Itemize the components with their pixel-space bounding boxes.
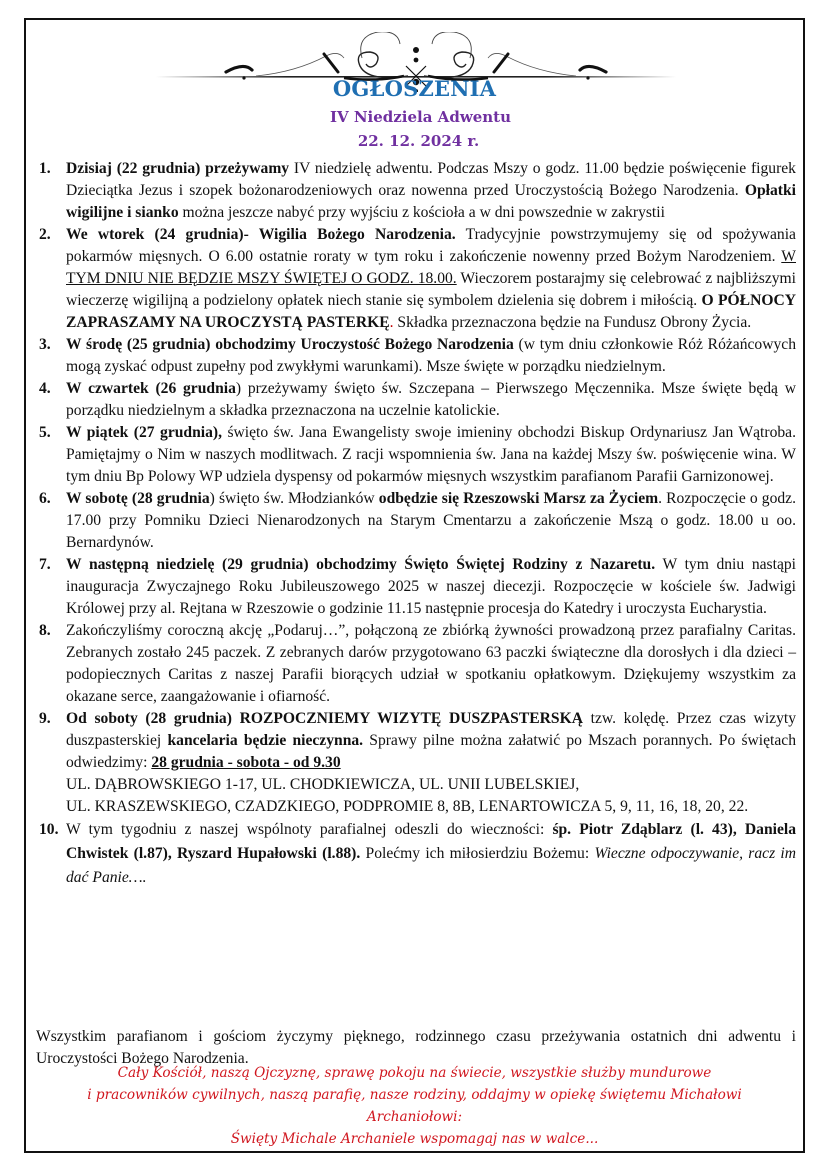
visit-schedule-date: 28 grudnia - sobota - od 9.30	[151, 754, 341, 771]
item-number: 10.	[39, 821, 59, 838]
prayer-line: i pracowników cywilnych, naszą parafię, nasze rodziny, oddajmy w opiekę świętemu Michałowi	[87, 1087, 742, 1103]
text-bold: Dzisiaj (22 grudnia) przeżywamy	[66, 160, 290, 177]
text-italic: Wieczne odpoczywanie, racz im dać Panie….	[66, 845, 796, 886]
text-bold: Od soboty (28 grudnia) ROZPOCZNIEMY WIZYTĘ DUSZPASTERSKĄ	[66, 710, 583, 727]
item-number: 8.	[39, 622, 51, 639]
text: Tradycyjnie powstrzymujemy się od spożywania pokarmów mięsnych. O 6.00 ostatnie roraty w tym roku i zakończenie nowenny przed Bożym Narodzeniem.	[66, 226, 796, 265]
text-bold: odbędzie się Rzeszowski Marsz za Życiem	[378, 490, 659, 507]
item-number: 1.	[39, 160, 51, 177]
text-bold: O PÓŁNOCY ZAPRASZAMY NA UROCZYSTĄ PASTERKĘ	[66, 292, 796, 331]
text: W tym dniu nastąpi inauguracja Zwyczajnego Roku Jubileuszowego 2025 w naszej diecezji. Rozpoczęcie w kościele św. Jadwigi Królowej przy al. Rejtana w Rzeszowie o godzinie 11.15 następnie procesja do Katedry i uroczysta Eucharystia.	[66, 556, 796, 617]
page-subtitle: IV Niedziela Adwentu	[329, 108, 512, 126]
item-number: 5.	[39, 424, 51, 441]
prayer-line: Archaniołowi:	[366, 1109, 463, 1125]
text: święto św. Jana Ewangelisty swoje imieniny obchodzi Biskup Ordynariusz Jan Wątroba. Pamiętajmy o Nim w naszych modlitwach. Z racji wspomnienia św. Jana na każdej Mszy św. poświęcenie wina. W tym dniu Bp Polowy WP udziela dyspensy od pokarmów mięsnych wszystkim parafianom Parafii Garnizonowej.	[66, 424, 797, 485]
prayer-line: Cały Kościół, naszą Ojczyznę, sprawę pokoju na świecie, wszystkie służby mundurowe	[117, 1065, 712, 1081]
announcement-item-1	[36, 158, 796, 224]
page-border	[24, 18, 805, 1153]
announcement-item-3	[36, 334, 796, 378]
text-bold: śp. Piotr Zdąblarz (l. 43), Daniela Chwistek (l.87), Ryszard Hupałowski (l.88).	[66, 821, 796, 862]
text: ) święto św. Młodzianków	[209, 490, 379, 507]
text: Wieczorem postarajmy się celebrować z najbliższymi wieczerzę wigilijną a podzielony opłatek niech stanie się symbolem dzielenia się dobrem i miłością.	[66, 270, 796, 309]
page-date: 22. 12. 2024 r.	[357, 132, 480, 150]
text: Składka przeznaczona będzie na Fundusz Obrony Życia.	[393, 314, 752, 331]
text-underlined: W TYM DNIU NIE BĘDZIE MSZY ŚWIĘTEJ O GODZ. 18.00.	[66, 248, 796, 287]
item-number: 7.	[39, 556, 51, 573]
announcement-item-9	[36, 708, 796, 818]
prayer-block	[26, 1062, 803, 1150]
text: tzw. kolędę. Przez czas wizyty duszpasterskiej	[66, 710, 796, 749]
street-list-line: UL. DĄBROWSKIEGO 1-17, UL. CHODKIEWICZA, UL. UNII LUBELSKIEJ,	[66, 776, 580, 793]
text: (w tym dniu członkowie Róż Różańcowych mogą zyskać odpust zupełny pod zwykłymi warunkami). Msze święte w porządku niedzielnym.	[66, 336, 796, 375]
closing-wishes: Wszystkim parafianom i gościom życzymy pięknego, rodzinnego czasu przeżywania ostatnich dni adwentu i Uroczystości Bożego Narodzenia.	[36, 1027, 796, 1067]
text: ) przeżywamy święto św. Szczepana – Pierwszego Męczennika. Msze święte będą w porządku niedzielnym a składka przeznaczona na uczelnie katolickie.	[66, 380, 796, 419]
text: Zakończyliśmy coroczną akcję „Podaruj…”, połączoną ze zbiórką żywności prowadzoną przez parafialny Caritas. Zebranych zostało 245 paczek. Z zebranych darów przygotowano 63 paczki świąteczne dla dorosłych i dla dzieci –podopiecznych Caritas z naszej Parafii biorących udział w spotkaniu opłatkowym. Dziękujemy wszystkim za okazane serce, zaangażowanie i ofiarność.	[66, 622, 796, 705]
text: . Rozpoczęcie o godz. 17.00 przy Pomniku Dzieci Nienarodzonych na Starym Cmentarzu a zakończenie Mszą o godz. 18.00 u oo. Bernardynów.	[66, 490, 796, 551]
announcement-item-4	[36, 378, 796, 422]
item-number: 9.	[39, 710, 51, 727]
text: W tym tygodniu z naszej wspólnoty parafialnej odeszli do wieczności:	[66, 821, 553, 838]
announcement-item-6	[36, 488, 796, 554]
text: IV niedzielę adwentu. Podczas Mszy o godz. 11.00 będzie poświęcenie figurek Dzieciątka Jezus i szopek bożonarodzeniowych oraz nowenna przed Uroczystością Bożego Narodzenia.	[66, 160, 796, 199]
page-title: OGŁOSZENIA	[332, 76, 497, 101]
text-bold: W sobotę (28 grudnia	[66, 490, 210, 507]
text-red: .	[389, 314, 394, 331]
text: można jeszcze nabyć przy wyjściu z kościoła a w dni powszednie w zakrystii	[178, 204, 665, 221]
prayer-line: Święty Michale Archaniele wspomagaj nas w walce...	[230, 1131, 599, 1147]
item-number: 4.	[39, 380, 51, 397]
text-bold: W czwartek (26 grudnia	[66, 380, 236, 397]
item-number: 2.	[39, 226, 51, 243]
announcement-item-5	[36, 422, 796, 488]
text-bold: Opłatki wigilijne i sianko	[66, 182, 796, 221]
item-number: 3.	[39, 336, 51, 353]
text-bold: W następną niedzielę (29 grudnia) obchodzimy Święto Świętej Rodziny z Nazaretu.	[66, 556, 656, 573]
announcement-item-10	[36, 818, 796, 890]
text-bold: W środę (25 grudnia) obchodzimy Uroczystość Bożego Narodzenia	[66, 336, 514, 353]
street-list-line: UL. KRASZEWSKIEGO, CZADZKIEGO, PODPROMIE 8, 8B, LENARTOWICZA 5, 9, 11, 16, 18, 20, 22.	[66, 798, 749, 815]
text-bold: W piątek (27 grudnia),	[66, 424, 222, 441]
text-bold: We wtorek (24 grudnia)- Wigilia Bożego Narodzenia.	[66, 226, 456, 243]
announcement-item-2	[36, 224, 796, 334]
text-bold: kancelaria będzie nieczynna.	[167, 732, 364, 749]
text: Sprawy pilne można załatwić po Mszach porannych. Po świętach odwiedzimy:	[66, 732, 796, 771]
announcement-item-7	[36, 554, 796, 620]
text: Polećmy ich miłosierdziu Bożemu:	[360, 845, 595, 862]
announcements-list	[36, 158, 796, 890]
announcement-item-8	[36, 620, 796, 708]
item-number: 6.	[39, 490, 51, 507]
